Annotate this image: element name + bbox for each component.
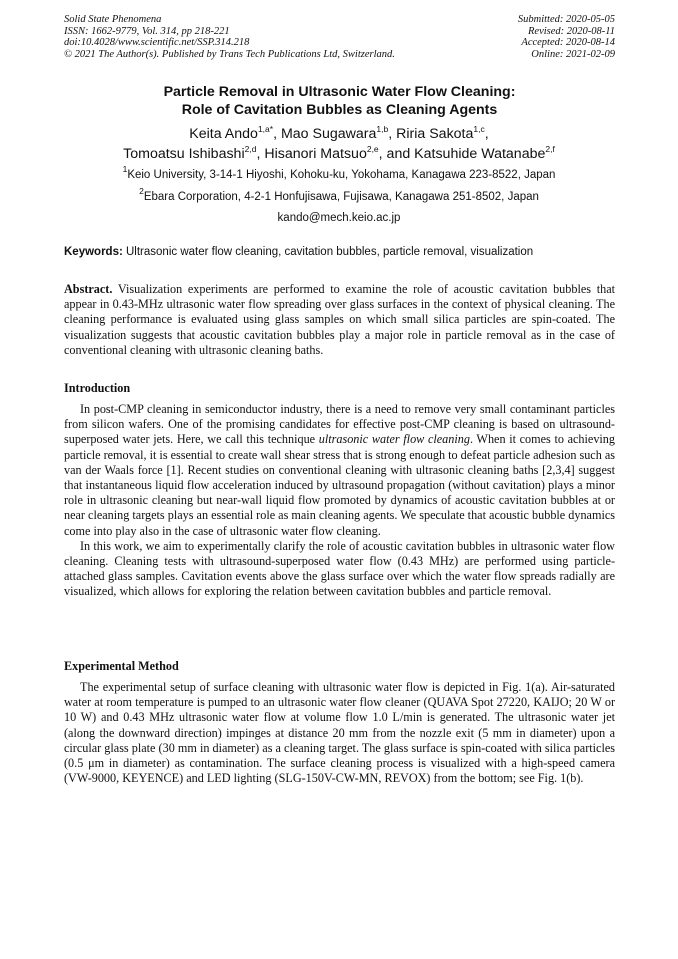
- affiliation-number: 1: [122, 164, 128, 174]
- title-line-1: Particle Removal in Ultrasonic Water Flow Cleaning:: [163, 84, 516, 100]
- journal-name: Solid State Phenomena: [64, 14, 162, 25]
- affiliation-1: [40, 164, 638, 182]
- author-list: [40, 124, 638, 164]
- paper-title: [64, 83, 615, 119]
- introduction-paragraph-2: In this work, we aim to experimentally clarify the role of acoustic cavitation bubbles in ultrasonic water flow cleaning. Cleaning tests with ultrasound-superposed water flow (0.43 MHz) are performed using particle-attached glass samples. Cavitation events above the glass surface over which the water flow spreads radially are visualized, which allows for exploring the relation between cavitation bubbles and particle removal.: [64, 538, 615, 599]
- journal-copyright: © 2021 The Author(s). Published by Trans Tech Publications Ltd, Switzerland.: [64, 48, 395, 60]
- introduction-body: [64, 402, 615, 600]
- section-heading-method: Experimental Method: [64, 659, 179, 673]
- abstract: [64, 282, 615, 358]
- keywords-label: Keywords:: [64, 246, 123, 258]
- date-online: Online: 2021-02-09: [531, 48, 615, 60]
- section-heading-introduction: Introduction: [64, 381, 131, 395]
- author-line-1: [40, 124, 638, 144]
- journal-issn: ISSN: 1662-9779, Vol. 314, pp 218-221: [64, 25, 230, 37]
- date-revised: Revised: 2020-08-11: [528, 25, 615, 37]
- author-line-2: [40, 144, 638, 164]
- keywords-text: Ultrasonic water flow cleaning, cavitation bubbles, particle removal, visualization: [122, 246, 534, 258]
- paragraph-text: . When it comes to achieving particle removal, it is essential to create wall shear stress that is strong enough to defeat particle adhesion such as van der Waals force [1]. Recent studies on conventional cleaning with ultrasonic cleaning baths [2,3,4] suggest that instantaneous liquid flow acceleration induced by ultrasound propagation (without cavitation) plays a minor role in ultrasonic cleaning but near-wall liquid flow promoted by dynamics of acoustic cavitation bubbles at or near cleaning targets plays an essential role as main cleaning agents. We speculate that acoustic bubble dynamics come into play also in the case of ultrasonic water flow cleaning.: [64, 432, 615, 538]
- title-line-2: Role of Cavitation Bubbles as Cleaning Agents: [181, 102, 498, 118]
- author-sup: 1,b: [376, 124, 389, 134]
- paragraph-text: In post-CMP cleaning in semiconductor industry, there is a need to remove very small contaminant particles from silicon wafers. One of the promising candidates for effective post-CMP cleaning is based on ultrasound-superposed water jets. Here, we call this technique: [64, 402, 615, 447]
- affiliation-text: Keio University, 3-14-1 Hiyoshi, Kohoku-ku, Yokohama, Kanagawa 223-8522, Japan: [127, 169, 556, 181]
- author-sep: ,: [484, 126, 489, 142]
- author-name: Mao Sugawara: [280, 126, 377, 142]
- author-name: Keita Ando: [189, 126, 258, 142]
- abstract-label: Abstract.: [64, 282, 113, 296]
- author-sep: ,: [273, 126, 281, 142]
- affiliation-text: Ebara Corporation, 4-2-1 Honfujisawa, Fujisawa, Kanagawa 251-8502, Japan: [143, 191, 539, 203]
- author-name: Riria Sakota: [396, 126, 474, 142]
- author-sep: , and: [378, 146, 415, 162]
- author-sup: 1,a*: [257, 124, 274, 134]
- method-body: [64, 680, 615, 786]
- author-sup: 2,e: [366, 144, 379, 154]
- journal-doi: doi:10.4028/www.scientific.net/SSP.314.218: [64, 37, 250, 49]
- keywords: [64, 245, 624, 259]
- affiliation-number: 2: [139, 186, 144, 196]
- author-name: Tomoatsu Ishibashi: [123, 146, 245, 162]
- affiliation-2: [40, 186, 638, 204]
- emphasis-term: ultrasonic water flow cleaning: [318, 432, 470, 447]
- author-sep: ,: [256, 146, 265, 162]
- author-sep: ,: [388, 126, 397, 142]
- author-name: Hisanori Matsuo: [264, 146, 367, 162]
- author-sup: 2,f: [545, 144, 555, 154]
- corresponding-email[interactable]: kando@mech.keio.ac.jp: [277, 212, 401, 224]
- journal-info: [64, 14, 424, 60]
- method-paragraph-1: The experimental setup of surface cleaning with ultrasonic water flow is depicted in Fig. 1(a). Air-saturated water at room temperature is pumped to an ultrasonic water flow cleaner (QUAVA Spot 27220, KAIJO; 20 W or 10 W) and 0.43 MHz ultrasonic water flow at volume flow 1.0 L/min is generated. The ultrasonic water jet (along the downward direction) impinges at distance 20 mm from the nozzle exit (5 mm in diameter) upon a circular glass plate (30 mm in diameter) as a cleaning target. The glass surface is spin-coated with silica particles (0.5 μm in diameter) as contamination. The surface cleaning process is visualized with a high-speed camera (VW-9000, KEYENCE) and LED lighting (SLG-150V-CW-MN, REVOX) from the bottom; see Fig. 1(b).: [64, 680, 615, 786]
- date-accepted: Accepted: 2020-08-14: [521, 37, 615, 49]
- author-sup: 1,c: [473, 124, 485, 134]
- date-submitted: Submitted: 2020-05-05: [517, 14, 615, 25]
- introduction-paragraph-1: [64, 402, 615, 539]
- author-name: Katsuhide Watanabe: [414, 146, 546, 162]
- abstract-text: Visualization experiments are performed to examine the role of acoustic cavitation bubbles that appear in 0.43-MHz ultrasonic water flow spreading over glass surfaces in the context of physical cleaning. The cleaning performance is evaluated using glass samples on which small silica particles are spin-coated. The visualization suggests that acoustic cavitation bubbles play a major role in particle removal as in the case of conventional cleaning with ultrasonic cleaning baths.: [64, 282, 615, 357]
- author-sup: 2,d: [244, 144, 257, 154]
- submission-dates: [415, 14, 615, 60]
